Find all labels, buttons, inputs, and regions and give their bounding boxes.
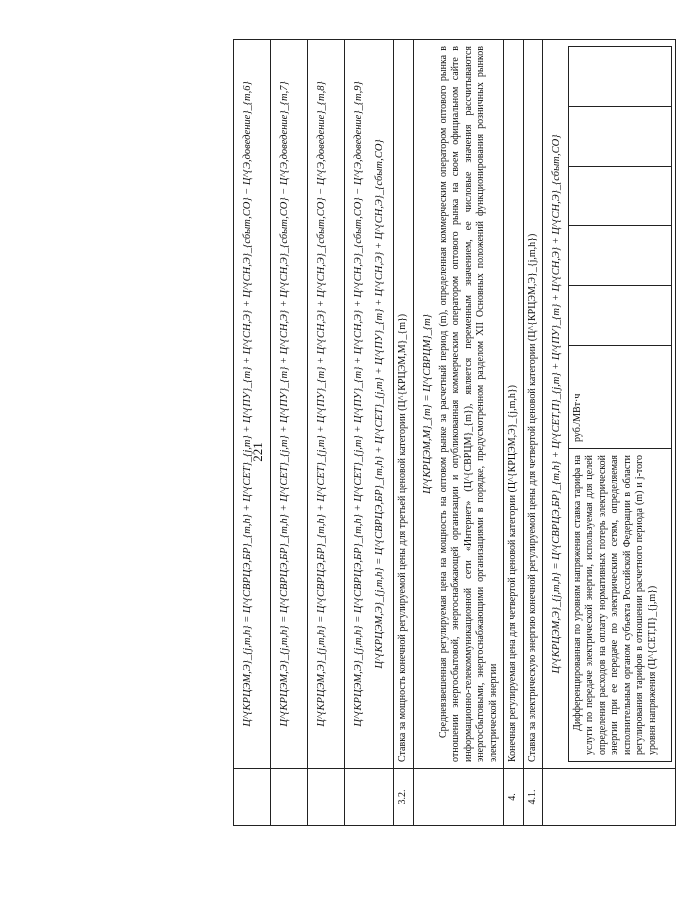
number-cell: [543, 769, 675, 826]
row-3-2: [394, 40, 414, 826]
row-4-1: [523, 40, 543, 826]
row-number: 4.: [504, 769, 524, 826]
row-title: Конечная регулируемая цена для четвертой ценовой категории (Ц^{КРЦЭМ,Э}_{j,m,h}): [507, 385, 519, 762]
inner-table: [568, 46, 672, 762]
row-4-1-body: [543, 40, 675, 826]
formula-text: Ц^{КРЦЭМ,М}_{m} = Ц^{СВРЦМ}_{m}: [421, 314, 433, 494]
row-4: [504, 40, 524, 826]
formula-text-wide: Ц^{КРЦЭМ,Э}_{j,m,h} = Ц^{СВРЦЭ,БР}_{m,h} + Ц^{СЕТ}_{j,m} + Ц^{ПУ}_{m} + Ц^{СН,Э} + Ц^{СН,Э}_{сбыт,СО}: [374, 139, 386, 669]
number-cell: [308, 769, 345, 826]
value-cell: [568, 166, 671, 226]
number-cell: [234, 769, 271, 826]
value-cell: [568, 286, 671, 346]
row-title: Ставка за электрическую энергию конечной регулируемой цены для четвертой ценовой категории (Ц^{КРЦЭМ,Э}_{j,m,h}): [526, 233, 538, 762]
formula-row: [345, 40, 394, 826]
unit-cell: руб./МВт·ч: [568, 346, 671, 449]
formula-text: Ц^{КРЦЭМ,Э}_{j,m,h} = Ц^{СВРЦЭ,БР}_{m,h} + Ц^{СЕТ}_{j,m} + Ц^{ПУ}_{m} + Ц^{СН,Э} + Ц^{СН,Э}_{сбыт,СО} − Ц^{Э,доведение}_{m,8}: [316, 81, 327, 727]
paragraph-text: Средневзвешенная регулируемая цена на мощность на оптовом рынке за расчетный период (m), определенная коммерческим оператором оптового рынка в отношении энергосбытовой, энергоснабжающей организации и опубликованная коммерческим оператором оптового рынка на своем официальном сайте в информационно-телекоммуникационной сети «Интернет» (Ц^{СВРЦМ}_{m}), является переменным значением, ее числовые значения рассчитываются энергосбытовыми, энергоснабжающими организациями в порядке, предусмотренном разделом XII Основных положений функционирования розничных рынков электрической энергии: [437, 46, 499, 762]
page-number: 221: [249, 442, 265, 462]
formula-row: [234, 40, 271, 826]
row-3-2-body: [413, 40, 504, 826]
formula-text: Ц^{КРЦЭМ,Э}_{j,m,h} = Ц^{СВРЦЭ,БР}_{m,h} + Ц^{СЕТ}_{j,m} + Ц^{ПУ}_{m} + Ц^{СН,Э} + Ц^{СН,Э}_{сбыт,СО} − Ц^{Э,доведение}_{m,7}: [279, 81, 290, 727]
formula-row: [271, 40, 308, 826]
value-cell: [568, 106, 671, 166]
formula-text: Ц^{КРЦЭМ,Э}_{j,m,h} = Ц^{СВРЦЭ,БР}_{m,h} + Ц^{СЕТ}_{j,m} + Ц^{ПУ}_{m} + Ц^{СН,Э} + Ц^{СН,Э}_{сбыт,СО} − Ц^{Э,доведение}_{m,9}: [353, 81, 364, 727]
description-cell: Дифференцированная по уровням напряжения ставка тарифа на услуги по передаче электрической энергии, используемая для целей определения расходов на оплату нормативных потерь электрической энергии при ее передаче по электрическим сетям, определяемая исполнительным органом субъекта Российской Федерации в области регулирования тарифов в отношении расчетного периода (m) и j-того уровня напряжения (Ц^{СЕТ,П}_{j,m}): [568, 449, 671, 762]
row-title: Ставка за мощность конечной регулируемой цены для третьей ценовой категории (Ц^{КРЦЭМ,М}_{m}): [397, 313, 409, 762]
row-number: 3.2.: [394, 769, 414, 826]
formula-text: Ц^{КРЦЭМ,Э}_{j,m,h} = Ц^{СВРЦЭ,БР}_{m,h} + Ц^{СЕТ}_{j,m} + Ц^{ПУ}_{m} + Ц^{СН,Э} + Ц^{СН,Э}_{сбыт,СО} − Ц^{Э,доведение}_{m,6}: [242, 81, 253, 727]
value-cell: [568, 47, 671, 107]
value-cell: [568, 226, 671, 286]
row-number: 4.1.: [523, 769, 543, 826]
number-cell: [271, 769, 308, 826]
number-cell: [413, 769, 504, 826]
formula-text: Ц^{КРЦЭМ,Э}_{j,m,h} = Ц^{СВРЦЭ,БР}_{m,h} + Ц^{СЕТ,П}_{j,m} + Ц^{ПУ}_{m} + Ц^{СН,Э} + Ц^{СН,Э}_{сбыт,СО}: [551, 134, 563, 674]
formula-row: [308, 40, 345, 826]
rotated-table-sheet: [233, 46, 658, 826]
number-cell: [345, 769, 394, 826]
document-table: [233, 39, 676, 826]
